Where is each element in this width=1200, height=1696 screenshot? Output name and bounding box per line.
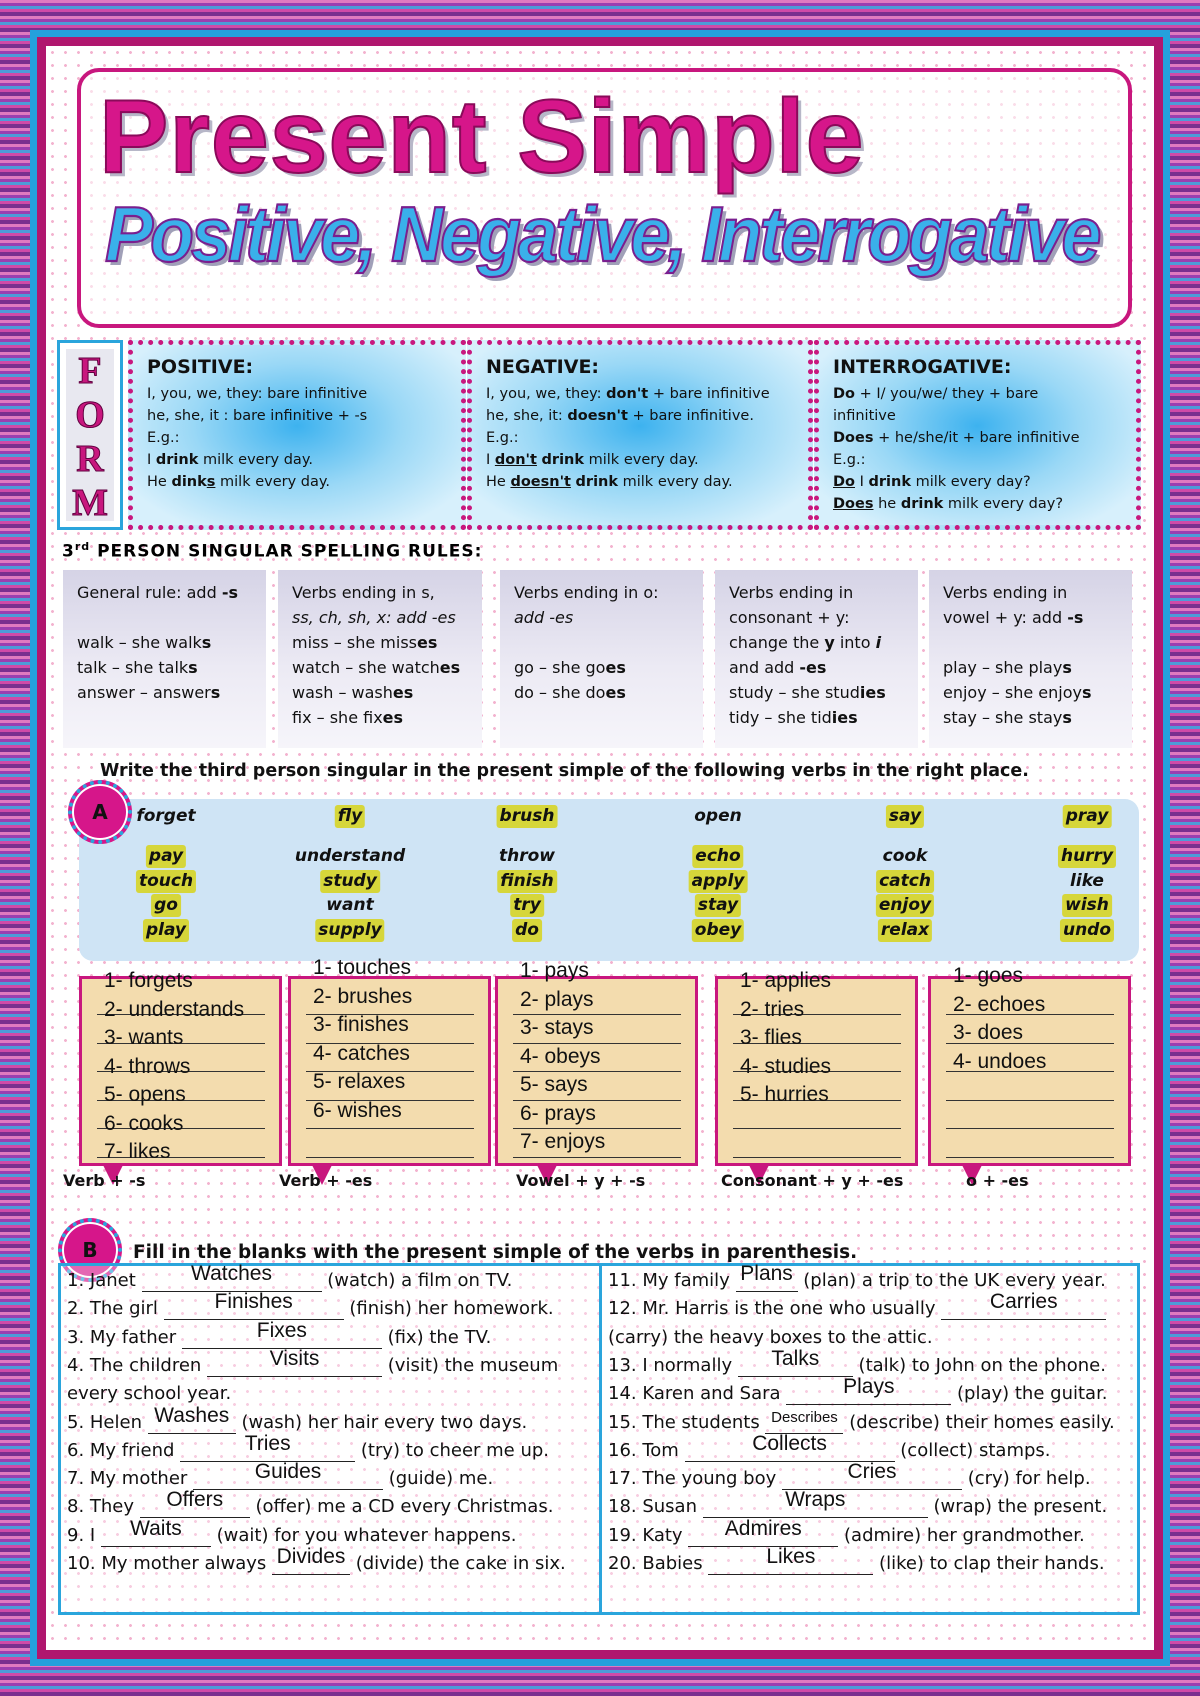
text-line: I drink milk every day.	[147, 452, 313, 468]
form-letter: M	[72, 482, 108, 524]
write-line	[946, 1101, 1114, 1129]
exercise-line: 3. My father Fixes (fix) the TV.	[67, 1318, 492, 1348]
section-b-badge: B	[58, 1218, 122, 1282]
verb-item: forget	[136, 806, 196, 826]
outer-frame	[30, 30, 1170, 1666]
verb-item: hurry	[1058, 845, 1116, 868]
handwritten-answer: Guides	[254, 1460, 322, 1484]
text-line: He dinks milk every day.	[147, 474, 330, 490]
page-subtitle: Positive, Negative, Interrogative	[105, 191, 1099, 279]
text-line: I, you, we, they: bare infinitive	[147, 386, 368, 402]
exercise-line: (carry) the heavy boxes to the attic.	[608, 1326, 933, 1348]
handwritten-answer: 1- touches	[313, 956, 412, 979]
handwritten-answer: 6- wishes	[313, 1098, 402, 1122]
handwritten-answer: 4- catches	[313, 1041, 410, 1065]
handwritten-answer: Watches	[191, 1262, 272, 1285]
exercise-line: 13. I normally Talks (talk) to John on the phone.	[608, 1346, 1106, 1376]
handwritten-answer: 2- understands	[104, 997, 245, 1021]
inner-frame	[37, 37, 1163, 1659]
write-line	[946, 1073, 1114, 1101]
handwritten-answer: 4- throws	[104, 1054, 191, 1078]
answer-blank[interactable]	[207, 1346, 382, 1377]
answer-blank[interactable]	[708, 1545, 873, 1575]
handwritten-answer: 1- goes	[953, 964, 1024, 987]
handwritten-answer: Waits	[130, 1516, 182, 1540]
exercise-line: 4. The children Visits (visit) the museum	[67, 1346, 559, 1376]
answer-blank[interactable]	[765, 1408, 843, 1434]
form-label	[57, 340, 123, 530]
text-line: Does he drink milk every day?	[833, 496, 1064, 512]
answer-blank[interactable]	[140, 1488, 250, 1518]
handwritten-answer: 4- studies	[740, 1054, 832, 1078]
exercise-line: every school year.	[67, 1383, 232, 1405]
handwritten-answer: 2- tries	[740, 997, 805, 1021]
category-label: Verb + -s	[63, 1171, 146, 1190]
handwritten-answer: 4- obeys	[520, 1044, 601, 1068]
answer-blank[interactable]	[272, 1545, 350, 1575]
rule-consonant-y: Verbs ending in consonant + y: change the y into i and add -es study – she studies tidy – she tidies	[715, 570, 918, 748]
category-label: Verb + -es	[279, 1171, 373, 1190]
answer-blank[interactable]	[941, 1290, 1106, 1320]
answer-blank[interactable]	[786, 1375, 951, 1405]
handwritten-answer: 3- does	[953, 1021, 1024, 1044]
verb-item: go	[151, 894, 181, 917]
positive-box	[128, 340, 466, 530]
answer-blank[interactable]	[193, 1460, 383, 1490]
title-box	[77, 68, 1132, 328]
text-line: Do I drink milk every day?	[833, 474, 1031, 490]
exercise-line: 20. Babies Likes (like) to clap their hands.	[608, 1545, 1105, 1574]
exercise-line: 17. The young boy Cries (cry) for help.	[608, 1460, 1091, 1490]
text-line: he, she, it: doesn't + bare infinitive.	[486, 408, 754, 424]
handwritten-answer: Visits	[269, 1346, 320, 1370]
section-a-instruction: Write the third person singular in the present simple of the following verbs in the right place.	[100, 761, 1029, 781]
handwritten-answer: 5- opens	[104, 1083, 186, 1106]
answer-blank[interactable]	[148, 1403, 236, 1434]
write-line	[946, 1130, 1114, 1158]
category-label: o + -es	[966, 1171, 1029, 1190]
exercise-line: 9. I Waits (wait) for you whatever happens.	[67, 1516, 517, 1546]
answer-blank[interactable]	[101, 1516, 211, 1547]
section-b-instruction: Fill in the blanks with the present simple of the verbs in parenthesis.	[133, 1242, 858, 1263]
handwritten-answer: 2- brushes	[313, 984, 413, 1008]
verb-item: try	[510, 894, 544, 917]
text-line: Does + he/she/it + bare infinitive	[833, 430, 1080, 446]
text-line: I don't drink milk every day.	[486, 452, 699, 468]
column-divider	[599, 1266, 602, 1612]
verb-item: finish	[497, 870, 557, 893]
verb-item: want	[326, 895, 374, 915]
answer-blank[interactable]	[688, 1516, 838, 1547]
exercise-line: 7. My mother Guides (guide) me.	[67, 1460, 494, 1490]
handwritten-answer: Tries	[244, 1431, 291, 1455]
handwritten-answer: Carries	[989, 1290, 1058, 1314]
verb-item: supply	[315, 919, 384, 942]
rule-s-ss-ch-sh-x: Verbs ending in s, ss, ch, sh, x: add -es miss – she misses watch – she watches wash – washes fix – she fixes	[278, 570, 482, 748]
page-title: Present Simple	[99, 79, 865, 195]
category-label: Vowel + y + -s	[516, 1171, 646, 1190]
verb-item: obey	[692, 919, 744, 942]
verbs-panel	[79, 799, 1139, 961]
exercise-line: 12. Mr. Harris is the one who usually Carries	[608, 1298, 1106, 1320]
exercise-line: 5. Helen Washes (wash) her hair every two days.	[67, 1403, 528, 1433]
verb-item: say	[886, 805, 924, 828]
exercise-line: 16. Tom Collects (collect) stamps.	[608, 1431, 1051, 1461]
answer-blank[interactable]	[182, 1318, 382, 1349]
handwritten-answer: Admires	[724, 1516, 802, 1540]
handwritten-answer: Wraps	[785, 1488, 846, 1512]
handwritten-answer: 2- echoes	[953, 992, 1046, 1016]
verb-item: brush	[497, 805, 558, 828]
verb-item: throw	[499, 846, 555, 866]
exercise-line: 6. My friend Tries (try) to cheer me up.	[67, 1431, 550, 1461]
answer-blank[interactable]	[142, 1262, 322, 1292]
handwritten-answer: Collects	[752, 1431, 827, 1455]
answer-blank[interactable]	[738, 1346, 853, 1377]
answer-blank[interactable]	[180, 1431, 355, 1462]
verb-item: play	[143, 919, 189, 942]
handwritten-answer: Divides	[276, 1545, 346, 1568]
write-line	[306, 1130, 474, 1158]
verb-item: enjoy	[876, 894, 934, 917]
verb-item: cook	[882, 846, 928, 866]
verb-item: echo	[692, 845, 743, 868]
handwritten-answer: Washes	[154, 1403, 230, 1427]
exercise-line: 11. My family Plans (plan) a trip to the UK every year.	[608, 1262, 1106, 1291]
write-line	[733, 1130, 901, 1158]
verb-item: touch	[136, 870, 196, 893]
handwritten-answer: 3- wants	[104, 1026, 184, 1049]
exercise-line: 2. The girl Finishes (finish) her homework.	[67, 1290, 554, 1320]
handwritten-answer: 5- relaxes	[313, 1070, 406, 1093]
handwritten-answer: Talks	[771, 1346, 820, 1370]
answer-blank[interactable]	[782, 1460, 962, 1490]
handwritten-answer: 1- applies	[740, 969, 832, 992]
handwritten-answer: 7- likes	[104, 1140, 171, 1163]
rules-title: 3rd PERSON SINGULAR SPELLING RULES:	[62, 540, 483, 562]
handwritten-answer: 2- plays	[520, 987, 594, 1011]
exercise-line: 19. Katy Admires (admire) her grandmother.	[608, 1516, 1085, 1546]
verb-item: apply	[689, 870, 748, 893]
handwritten-answer: 4- undoes	[953, 1049, 1047, 1073]
answer-blank[interactable]	[164, 1290, 344, 1320]
verb-item: open	[694, 806, 742, 826]
verb-item: pay	[146, 845, 186, 868]
form-letter: R	[76, 438, 104, 480]
text-line: Do + I/ you/we/ they + bare	[833, 386, 1039, 402]
verb-item: understand	[294, 846, 406, 866]
handwritten-answer: Plays	[843, 1375, 895, 1399]
verb-item: stay	[695, 894, 741, 917]
verb-item: like	[1070, 871, 1104, 891]
handwritten-answer: Cries	[847, 1460, 897, 1484]
text-line: E.g.:	[486, 430, 519, 446]
exercise-line: 8. They Offers (offer) me a CD every Christmas.	[67, 1488, 554, 1518]
exercise-line: 15. The students Describes (describe) their homes easily.	[608, 1408, 1115, 1433]
handwritten-answer: 5- says	[520, 1073, 588, 1096]
rule-vowel-y: Verbs ending in vowel + y: add -s play – she plays enjoy – she enjoys stay – she stays	[929, 570, 1132, 748]
section-a-badge: A	[68, 780, 132, 844]
handwritten-answer: 3- stays	[520, 1016, 594, 1039]
handwritten-answer: Finishes	[214, 1290, 293, 1314]
category-label: Consonant + y + -es	[721, 1171, 904, 1190]
handwritten-answer: 6- cooks	[104, 1111, 184, 1135]
fill-in-box	[58, 1263, 1140, 1615]
verb-item: study	[320, 870, 380, 893]
exercise-line: 10. My mother always Divides (divide) the cake in six.	[67, 1545, 566, 1574]
text-line: E.g.:	[833, 452, 866, 468]
interrogative-header: INTERROGATIVE:	[833, 356, 1012, 378]
verb-item: wish	[1062, 894, 1112, 917]
text-line: He doesn't drink milk every day.	[486, 474, 733, 490]
positive-header: POSITIVE:	[147, 356, 254, 378]
form-letter: O	[75, 394, 105, 436]
rule-general: General rule: add -s walk – she walks talk – she talks answer – answers	[63, 570, 266, 748]
handwritten-answer: 7- enjoys	[520, 1130, 606, 1153]
handwritten-answer: 1- pays	[520, 959, 589, 982]
handwritten-answer: 3- finishes	[313, 1013, 409, 1036]
handwritten-answer: 1- forgets	[104, 969, 193, 992]
handwritten-answer: Plans	[740, 1262, 793, 1285]
negative-box	[467, 340, 813, 530]
answer-blank[interactable]	[685, 1431, 895, 1462]
answer-blank[interactable]	[703, 1488, 928, 1518]
handwritten-answer: 6- prays	[520, 1101, 596, 1125]
verb-item: do	[512, 919, 542, 942]
text-line: I, you, we, they: don't + bare infinitive	[486, 386, 770, 402]
verb-item: fly	[335, 805, 365, 828]
verb-item: pray	[1063, 805, 1112, 828]
negative-header: NEGATIVE:	[486, 356, 600, 378]
verb-item: relax	[878, 919, 932, 942]
form-letter: F	[78, 350, 102, 392]
rule-o: Verbs ending in o: add -es go – she goes do – she does	[500, 570, 703, 748]
verb-item: undo	[1060, 919, 1114, 942]
exercise-line: 18. Susan Wraps (wrap) the present.	[608, 1488, 1108, 1518]
text-line: E.g.:	[147, 430, 180, 446]
handwritten-answer: 3- flies	[740, 1026, 802, 1049]
exercise-line: 14. Karen and Sara Plays (play) the guitar.	[608, 1375, 1108, 1405]
text-line: infinitive	[833, 408, 896, 424]
verb-item: catch	[876, 870, 934, 893]
handwritten-answer: 5- hurries	[740, 1083, 829, 1106]
handwritten-answer: Offers	[166, 1488, 224, 1512]
handwritten-answer: Fixes	[256, 1318, 307, 1342]
handwritten-answer: Likes	[766, 1545, 816, 1568]
text-line: he, she, it : bare infinitive + -s	[147, 408, 368, 424]
answer-blank[interactable]	[736, 1262, 798, 1292]
interrogative-box	[814, 340, 1141, 530]
worksheet-page	[46, 46, 1154, 1650]
handwritten-answer: Describes	[771, 1408, 838, 1426]
exercise-line: 1. Janet Watches (watch) a film on TV.	[67, 1262, 513, 1291]
